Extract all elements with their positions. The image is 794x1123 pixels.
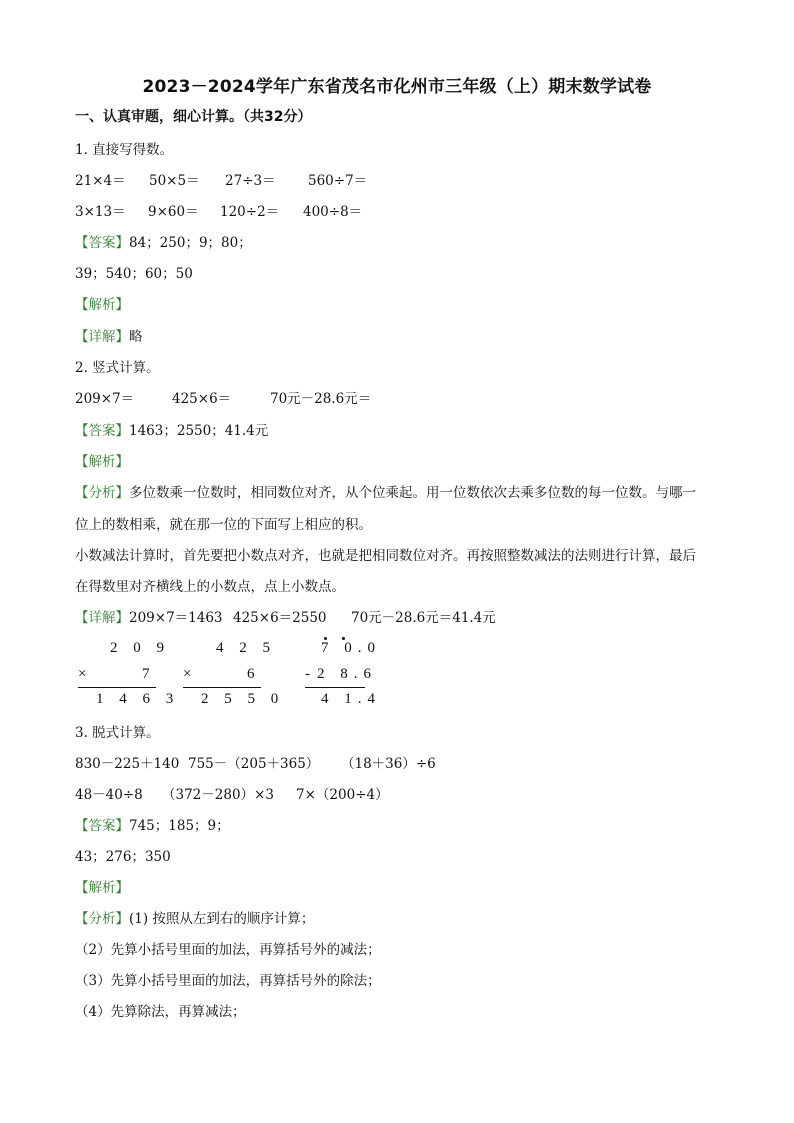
vertical-calc-3 [305, 640, 381, 710]
q1-item: 27÷3＝ [225, 173, 276, 189]
vertical-calc-1 [78, 640, 180, 710]
analysis-tag: 【解析】 [75, 880, 129, 896]
detail-eq: 209×7＝1463 [129, 610, 223, 626]
fenxi-tag: 【分析】 [75, 485, 129, 501]
fenxi-text: 多位数乘一位数时，相同数位对齐，从个位乘起。用一位数依次去乘多位数的每一位数。与哪一 [129, 485, 696, 501]
detail-eq: 425×6＝2550 [233, 610, 327, 626]
q3-fenxi-1 [75, 910, 314, 928]
q1-answer [75, 234, 252, 252]
q1-item: 3×13＝ [75, 204, 126, 220]
analysis-tag: 【解析】 [75, 297, 129, 313]
q1-row-1 [75, 172, 367, 190]
answer-tag: 【答案】 [75, 235, 129, 251]
q3-item: 48－40÷8 [75, 787, 143, 803]
answer-tag: 【答案】 [75, 423, 129, 439]
fenxi-text: (1) 按照从左到右的顺序计算； [129, 911, 315, 927]
q1-answer-line-2: 39；540；60；50 [75, 266, 193, 282]
analysis-tag: 【解析】 [75, 454, 129, 470]
detail-tag: 【详解】 [75, 610, 129, 626]
q2-item: 209×7＝ [75, 391, 135, 407]
vc-result: 2 5 5 0 [201, 691, 285, 707]
vc-top: 4 2 5 [216, 640, 276, 656]
vc-op: - [305, 666, 316, 682]
vc-top: 7 0.0 [321, 640, 381, 656]
q3-step-2: （2）先算小括号里面的加法，再算括号外的减法； [75, 942, 381, 958]
detail-text: 略 [129, 329, 143, 345]
q3-answer-line-2: 43；276；350 [75, 849, 171, 865]
vc-bottom: 6 [247, 666, 261, 682]
q3-answer [75, 817, 230, 835]
q1-row-2 [75, 203, 362, 221]
q1-item: 400÷8＝ [303, 204, 363, 220]
q1-item: 120÷2＝ [220, 204, 280, 220]
q3-item: 755－（205＋365） [188, 756, 320, 772]
q1-item: 560÷7＝ [308, 173, 368, 189]
vc-op: × [183, 666, 198, 682]
detail-tag: 【详解】 [75, 329, 129, 345]
q1-item: 9×60＝ [148, 204, 199, 220]
q1-item: 50×5＝ [149, 173, 200, 189]
q2-fenxi-2: 位上的数相乘，就在那一位的下面写上相应的积。 [75, 517, 372, 533]
q1-stem: 1. 直接写得数。 [75, 142, 174, 158]
answer-text: 84；250；9；80； [129, 235, 252, 251]
q2-fenxi-3: 小数减法计算时，首先要把小数点对齐，也就是把相同数位对齐。再按照整数减法的法则进行计算，最后 [75, 548, 696, 564]
q3-item: 830－225＋140 [75, 756, 180, 772]
vc-rule [183, 687, 261, 688]
page-title: 2023－2024学年广东省茂名市化州市三年级（上）期末数学试卷 [142, 77, 652, 97]
vc-top: 2 0 9 [110, 640, 170, 656]
q2-detail [75, 609, 496, 627]
vc-rule [78, 687, 156, 688]
q2-row [75, 390, 371, 408]
q1-item: 21×4＝ [75, 173, 126, 189]
answer-text: 745；185；9； [129, 818, 230, 834]
section-heading: 一、认真审题，细心计算。（共32分） [75, 109, 312, 125]
q2-fenxi-1 [75, 484, 696, 502]
q3-stem: 3. 脱式计算。 [75, 725, 160, 741]
q3-row-2 [75, 786, 389, 804]
answer-text: 1463；2550；41.4元 [129, 423, 269, 439]
vc-result: 4 1.4 [321, 691, 381, 707]
vc-bottom: 2 8.6 [317, 666, 377, 682]
q2-stem: 2. 竖式计算。 [75, 360, 160, 376]
answer-tag: 【答案】 [75, 818, 129, 834]
q2-item: 425×6＝ [172, 391, 232, 407]
vc-bottom: 7 [142, 666, 156, 682]
detail-eq: 70元－28.6元＝41.4元 [351, 610, 496, 626]
q3-step-3: （3）先算小括号里面的加法，再算括号外的除法； [75, 973, 381, 989]
fenxi-tag: 【分析】 [75, 911, 129, 927]
vertical-calc-2 [183, 640, 285, 710]
q3-item: （372－280）×3 [162, 787, 274, 803]
vc-op: × [78, 666, 93, 682]
q1-detail [75, 328, 143, 346]
q2-answer [75, 422, 268, 440]
vc-result: 1 4 6 3 [96, 691, 180, 707]
q2-fenxi-4: 在得数里对齐横线上的小数点，点上小数点。 [75, 579, 345, 595]
q3-item: 7×（200÷4） [296, 787, 389, 803]
q3-item: （18＋36）÷6 [341, 756, 436, 772]
q3-step-4: （4）先算除法，再算减法； [75, 1004, 246, 1020]
q2-item: 70元－28.6元＝ [270, 391, 372, 407]
vc-rule [305, 687, 365, 688]
q3-row-1 [75, 755, 436, 773]
